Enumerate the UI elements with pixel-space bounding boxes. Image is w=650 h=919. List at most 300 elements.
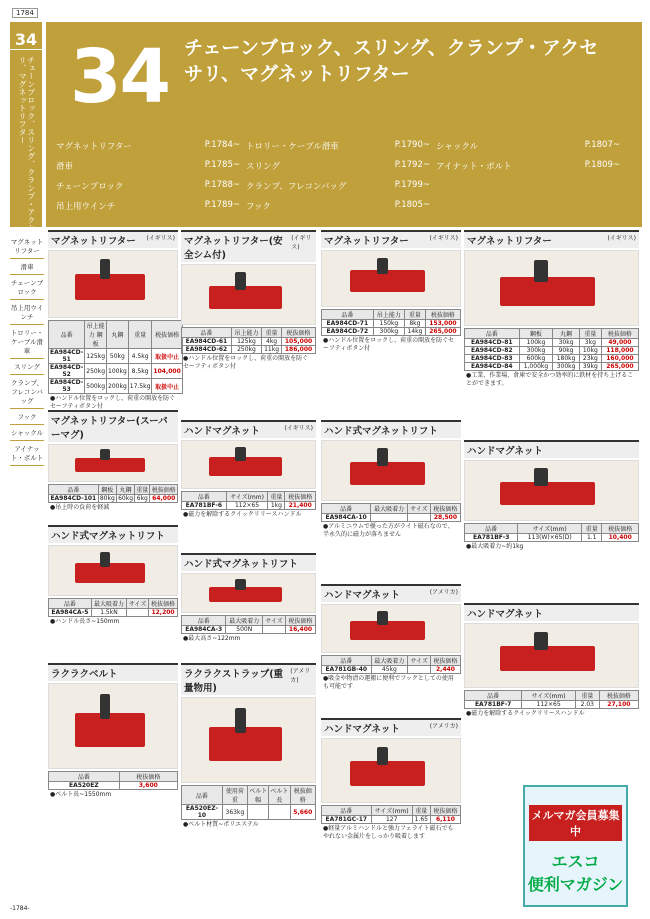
product-name: マグネットリフター [324,236,409,247]
spec-value: 200kg [107,379,129,394]
table-row [182,805,316,820]
toc-row [56,180,636,192]
toc-item[interactable] [436,140,626,152]
spec-value: 300kg [373,328,404,336]
page-number: 1784 [12,8,38,18]
toc-row [56,200,636,212]
table-row [322,514,461,522]
spec-value: 60kg [118,495,133,502]
spec-value: 4.5kg [128,349,152,364]
spec-value: 300kg [553,363,580,371]
spec-col-header: 品番 [465,691,522,701]
toc-item[interactable] [246,160,436,172]
spec-table [48,320,183,394]
price: 16,400 [285,626,315,634]
spec-col-header: 税抜価格 [150,485,178,495]
part-number: EA984CD-81 [465,339,520,347]
toc-label: クランプ、フレコンバッグ [246,182,347,192]
spec-value: 17.5kg [128,379,152,394]
part-number: EA984CD-72 [322,328,374,336]
product-image [48,444,178,482]
product-card [321,718,461,888]
toc-item[interactable] [436,160,626,172]
part-number: EA984CA-10 [322,514,371,522]
spec-header [182,492,316,502]
product-image [464,623,639,688]
spec-header [182,616,316,626]
banner-line-2: エスコ [551,852,600,871]
spec-value: 150kg [373,320,404,328]
sidebar-item[interactable]: 吊上用ウインチ [10,300,44,325]
toc-page: P.1788~ [204,180,240,190]
spec-value: 45kg [371,666,408,674]
spec-col-header: 税抜価格 [152,321,182,349]
table-row [49,609,178,617]
price: 49,000 [601,339,638,347]
spec-value [371,514,408,522]
spec-table [321,805,461,824]
handle [100,552,110,567]
product-card [321,420,461,580]
price: 265,000 [425,328,460,336]
spec-col-header: 重量 [582,524,602,534]
spec-value: 250kg [85,364,107,379]
price: 153,000 [425,320,460,328]
spec-col-header: 丸鋼 [553,329,580,339]
part-number: EA781BF-6 [182,502,227,510]
part-number: EA984CD-84 [465,363,520,371]
part-number: EA520EZ-10 [182,805,223,820]
spec-col-header: 重量 [412,806,430,816]
toc-page: P.1799~ [394,180,430,190]
product-card [48,663,178,888]
spec-value: 6kg [135,495,150,503]
spec-value: 8.5kg [128,364,152,379]
spec-col-header: 重量 [575,691,599,701]
spec-col-header: 税抜価格 [599,691,638,701]
spec-col-header: 品番 [182,328,232,338]
spec-col-header: 税抜価格 [602,524,639,534]
toc-page: P.1790~ [394,140,430,150]
spec-header [49,772,178,782]
spec-col-header: ベルト幅 [248,786,269,805]
price: 21,400 [285,502,316,510]
price: 6,110 [430,816,460,824]
product-image [48,250,178,318]
handle [235,447,246,461]
toc-item[interactable] [56,180,246,192]
spec-col-header: 使用荷重 [222,786,247,805]
table-row [182,626,316,634]
product-title [321,232,461,248]
origin-label: (イギリス) [429,235,458,242]
product-card [181,420,316,550]
product-name: ハンドマグネット [324,724,400,735]
part-number: EA984CD-52 [50,364,84,378]
page-footer: -1784- [10,905,30,912]
table-row [49,495,178,503]
table-row [182,338,316,346]
toc-item[interactable] [246,140,436,152]
table-row [49,782,178,790]
price: 118,000 [601,347,638,355]
spec-value: 90kg [553,347,580,355]
table-row [465,339,639,347]
spec-table [181,615,316,634]
product-title [464,442,639,458]
spec-value: 23kg [579,355,601,363]
product-title [181,232,316,262]
chapter-big-number: 34 [70,34,169,120]
origin-label: (イギリス) [146,235,175,242]
toc-label: トロリー・ケーブル滑車 [246,142,339,152]
spec-table [181,785,316,820]
price: 取扱中止 [152,349,182,364]
part-number: EA984CD-82 [465,347,520,355]
product-name: マグネットリフター(スーパーマグ) [51,416,168,441]
table-row [322,816,461,824]
handle [534,260,548,282]
product-title [48,412,178,442]
spec-value: 112×65 [226,502,268,510]
price: 28,500 [430,514,460,522]
product-name: ハンド式マグネットリフト [324,426,438,437]
table-row [49,364,183,379]
handle [235,579,246,590]
spec-col-header: サイズ [263,616,286,626]
toc-page: P.1784~ [204,140,240,150]
part-number: EA984CD-71 [322,320,374,328]
spec-col-header: 重量 [135,485,150,495]
spec-col-header: 最大吸着力 [226,616,263,626]
product-note: ●最大高さ~122mm [183,635,241,642]
spec-table [181,327,316,354]
sidebar-item[interactable]: シャックル [10,425,44,441]
origin-label: (アメリカ) [429,723,458,730]
toc-label: フック [246,202,271,212]
mail-magazine-banner[interactable] [523,785,628,907]
price: 3,600 [119,782,177,790]
spec-col-header: 品番 [322,504,371,514]
spec-value [263,626,286,634]
spec-col-header: 最大吸着力 [371,504,408,514]
product-note: ●ベルト材質~ポリエステル [183,821,259,828]
spec-value [248,805,269,820]
product-title [464,232,639,248]
toc-page: P.1792~ [394,160,430,170]
toc-item[interactable] [436,200,626,212]
product-card [181,663,316,888]
price: 186,000 [282,346,316,354]
spec-col-header: ベルト長 [269,786,290,805]
spec-value: 125kg [85,349,107,364]
toc-item[interactable] [56,140,246,152]
product-image [48,545,178,596]
table-row [49,349,183,364]
product-title [321,720,461,736]
spec-value: 1kg [268,502,285,510]
table-row [182,502,316,510]
spec-col-header: 品番 [49,599,92,609]
handle [377,611,388,625]
spec-header [322,656,461,666]
spec-value: 3kg [579,339,601,347]
product-image [321,738,461,803]
origin-label: (イギリス) [291,235,312,251]
spec-value: 11kg [262,346,282,354]
price: 27,100 [599,701,638,709]
product-card [48,525,178,660]
toc-page: P.1785~ [204,160,240,170]
handle [377,448,388,466]
origin-label: (イギリス) [607,235,636,242]
product-title [464,605,639,621]
magnet-body [75,713,145,747]
toc-page: P.1809~ [584,160,620,170]
chapter-vertical-title: チェーンブロック、スリング、クランプ・アクセサリ、マグネットリフター [18,56,36,240]
spec-value: 8kg [405,320,426,328]
product-image [321,250,461,307]
part-number: EA520EZ [49,782,120,790]
part-number: EA984CD-101 [50,495,97,502]
part-number: EA781BF-3 [465,534,518,542]
spec-col-header: 鋼板 [519,329,553,339]
spec-table [321,503,461,522]
table-of-contents [56,140,636,220]
product-name: ハンドマグネット [467,446,543,457]
spec-col-header: 品番 [182,492,227,502]
spec-col-header: サイズ [127,599,149,609]
product-card [321,584,461,714]
spec-value: 1,000kg [519,363,553,371]
magnet-body [75,458,145,472]
spec-col-header: 税抜価格 [430,806,460,816]
toc-item[interactable] [56,200,246,212]
product-note: ●ハンドル位置をロックし、荷重の開放を防ぐセーフティボタン付 [50,395,176,410]
spec-col-header: 品番 [49,321,85,349]
handle [377,258,388,275]
spec-col-header: 丸鋼 [116,485,134,495]
product-note: ●ハンドル位置をロックし、荷重の開放を防ぐセーフティボタン付 [183,355,309,370]
banner-line-1: メルマガ会員募集中 [529,805,622,841]
product-title [48,232,178,248]
spec-col-header: 品番 [49,485,99,495]
price: 104,000 [152,364,182,379]
product-name: ハンドマグネット [184,426,260,437]
product-image [464,460,639,521]
price: 10,400 [602,534,639,542]
spec-value [407,514,430,522]
spec-col-header: 税抜価格 [149,599,178,609]
spec-col-header: サイズ(mm) [522,691,576,701]
spec-header [465,524,639,534]
spec-value: 50kg [107,349,129,364]
product-card [48,230,181,410]
table-row [465,534,639,542]
chapter-number: 34 [10,30,42,50]
spec-col-header: 吊上能力 鋼板 [85,321,107,349]
price: 2,440 [430,666,460,674]
product-image [181,440,316,489]
product-image [181,264,316,325]
product-name: マグネットリフター(安全シム付) [184,236,283,261]
magnet-body [350,270,426,292]
toc-row [56,140,636,152]
product-name: ラクラクベルト [51,669,118,680]
product-note: ●アルミニウムで優った方がライト磁石なので、半永久的に磁力が落ちません [323,523,454,538]
spec-col-header: 税抜価格 [119,772,177,782]
origin-label: (アメリカ) [290,668,311,684]
toc-item[interactable] [246,200,436,212]
product-note: ●磁力を解除するクイックリリースハンドル [466,710,585,717]
price: 5,660 [290,805,315,820]
table-row [322,328,461,336]
handle [534,468,548,486]
spec-col-header: サイズ(mm) [226,492,268,502]
spec-value: 4kg [262,338,282,346]
product-card [464,230,639,430]
spec-col-header: 税抜価格 [425,310,460,320]
product-name: ハンドマグネット [324,590,400,601]
spec-col-header: 丸鋼 [107,321,129,349]
magnet-body [75,563,145,583]
part-number: EA984CD-62 [182,346,232,354]
spec-value: 500kg [85,379,107,394]
spec-col-header: 税抜価格 [430,504,460,514]
spec-value: 127 [371,816,412,824]
spec-value: 250kg [231,346,261,354]
toc-page: P.1805~ [394,200,430,210]
spec-col-header: 税抜価格 [285,616,315,626]
product-note: ●ハンドル位置をロックし、荷重の開放を防ぐセーフティボタン付 [323,337,455,352]
spec-col-header: 税抜価格 [430,656,460,666]
spec-col-header: 最大吸着力 [91,599,126,609]
spec-table [321,655,461,674]
sidebar-item[interactable]: スリング [10,359,44,375]
spec-col-header: 品番 [182,786,223,805]
spec-value: 112×65 [522,701,576,709]
magnet-body [75,274,145,300]
spec-header [322,310,461,320]
handle [235,708,246,733]
toc-item[interactable] [56,160,246,172]
spec-value: 1.65 [412,816,430,824]
spec-value: 500N [226,626,263,634]
sidebar-item[interactable]: チェーンブロック [10,275,44,300]
product-image [321,440,461,501]
spec-col-header: 重量 [128,321,152,349]
spec-table [464,523,639,542]
spec-col-header: 重量 [579,329,601,339]
handle [100,259,110,279]
product-name: ハンド式マグネットリフト [51,531,165,542]
toc-item[interactable] [436,180,626,192]
sidebar-item[interactable]: アイナット・ボルト [10,441,44,466]
spec-table [181,491,316,510]
product-name: ハンドマグネット [467,609,543,620]
spec-table [464,690,639,709]
spec-value: 363kg [222,805,247,820]
spec-value: 1.5kN [91,609,126,617]
spec-table [48,771,178,790]
price: 12,200 [149,609,178,617]
magnet-body [350,761,426,786]
product-note: ●ベルト長~1550mm [50,791,112,798]
toc-item[interactable] [246,180,436,192]
spec-col-header: 税抜価格 [282,328,316,338]
product-note: ●軽量アルミハンドルと強力フェライト磁石でもやれない金属片をしっかり吸着します [323,825,454,840]
spec-value: 39kg [579,363,601,371]
product-name: ハンド式マグネットリフト [184,559,298,570]
sidebar-item[interactable]: クランプ、フレコンバッグ [10,375,44,409]
table-row [182,346,316,354]
part-number: EA781GC-17 [322,816,372,824]
spec-value: 1.1 [582,534,602,542]
spec-table [464,328,639,371]
product-note: ●最大吸着力~約1kg [466,543,524,550]
product-card [321,230,461,380]
table-row [465,363,639,371]
price: 160,000 [601,355,638,363]
spec-header [49,599,178,609]
spec-col-header: 税抜価格 [601,329,638,339]
handle [100,694,110,719]
product-note: ●吸金や物清の運搬に便利でフックとしての使用も可能です [323,675,454,690]
chapter-title: チェーンブロック、スリング、クランプ・アクセサリ、マグネットリフター [184,37,599,85]
sidebar-item[interactable]: マグネットリフター [10,234,44,259]
toc-label: 滑車 [56,162,74,172]
sidebar-item[interactable]: トロリー・ケーブル滑車 [10,325,44,359]
spec-col-header: 重量 [268,492,285,502]
product-title [181,555,316,571]
spec-col-header: 吊上能力 [373,310,404,320]
product-image [464,250,639,326]
price: 取扱中止 [152,379,182,394]
price: 265,000 [601,363,638,371]
part-number: EA984CD-83 [465,355,520,363]
spec-col-header: サイズ [408,656,431,666]
part-number: EA781GB-40 [322,666,372,674]
part-number: EA984CA-5 [49,609,92,617]
spec-col-header: 品番 [49,772,120,782]
spec-value: 10kg [579,347,601,355]
magnet-body [500,646,595,671]
spec-col-header: サイズ [407,504,430,514]
toc-label: シャックル [436,142,479,152]
product-image [48,683,178,769]
table-row [465,347,639,355]
spec-col-header: 品番 [322,656,372,666]
toc-label: スリング [246,162,280,172]
spec-col-header: サイズ(mm) [371,806,412,816]
spec-value: 80kg [99,495,115,502]
table-row [465,355,639,363]
spec-col-header: 吊上能力 [231,328,261,338]
product-note: ●ハンドル長さ~150mm [50,618,120,625]
spec-header [322,504,461,514]
toc-label: 吊上用ウインチ [56,202,116,212]
spec-header [465,691,639,701]
product-image [181,573,316,613]
sidebar-item[interactable]: フック [10,409,44,425]
spec-value [408,666,431,674]
category-sidebar [10,234,44,466]
toc-page: P.1807~ [584,140,620,150]
sidebar-item[interactable]: 滑車 [10,259,44,275]
handle [377,747,388,766]
spec-col-header: 品番 [465,329,520,339]
spec-table [48,598,178,617]
